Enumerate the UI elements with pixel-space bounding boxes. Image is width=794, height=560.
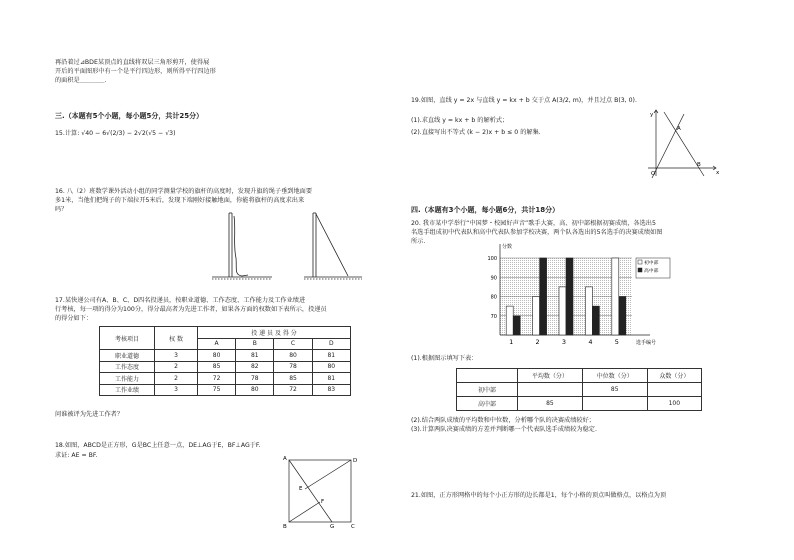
question-17-line-2: 行考核，每一项的得分为100分，得分最高者为先进工作者，如果各方面的权数如下表所示，投递员 — [55, 306, 327, 313]
score-cell: 82 — [236, 361, 274, 373]
row-weight: 3 — [155, 350, 198, 362]
bar-junior — [559, 287, 566, 335]
score-cell: 85 — [198, 361, 236, 373]
header-person: D — [312, 338, 350, 350]
score-cell: 72 — [274, 384, 312, 396]
y-tick-label: 80 — [490, 294, 497, 301]
intro-line-2: 开后的平面图形中有一个是平行四边形，则所得平行四边形 — [55, 68, 216, 75]
row-item: 职业道德 — [100, 350, 155, 362]
stats-header-mean: 平均数（分） — [518, 369, 583, 383]
label-f: F — [321, 499, 325, 505]
question-20-part-2: (2).结合两队成绩的平均数和中位数，分析哪个队的决赛成绩较好； — [411, 417, 595, 424]
row-item: 工作业绩 — [100, 384, 155, 396]
x-tick-label: 3 — [561, 338, 567, 346]
table-row — [100, 373, 351, 385]
question-18-line-2: 求证: AE = BF. — [55, 452, 98, 459]
stats-row-label: 高中部 — [457, 397, 518, 411]
score-cell: 80 — [198, 350, 236, 362]
segment-bf — [289, 502, 320, 522]
bar-senior — [566, 258, 573, 335]
question-16-line-3: 吗？ — [55, 206, 68, 213]
question-15: 15.计算: √40 − 6√(2/3) − 2√2(√5 − √3) — [55, 130, 176, 137]
bar-junior — [612, 258, 619, 335]
bar-senior — [619, 297, 626, 336]
question-20-line-3: 所示. — [411, 238, 426, 245]
label-g: G — [330, 524, 335, 530]
bar-senior — [513, 316, 520, 335]
question-19-part-2: (2).直接写出不等式 (k − 2)x + b ≤ 0 的解集. — [411, 129, 541, 136]
stats-row-label: 初中部 — [457, 383, 518, 397]
table-row — [100, 361, 351, 373]
segment-ag — [289, 460, 332, 522]
label-x: x — [716, 170, 720, 176]
score-cell: 72 — [198, 373, 236, 385]
section-3-title: 三.（本题有5个小题，每小题5分，共计25分） — [55, 112, 204, 120]
legend-label: 高中部 — [644, 269, 659, 274]
section-4-title: 四.（本题有3个小题，每小题6分，共计18分） — [411, 206, 560, 214]
stats-header-blank — [457, 369, 518, 383]
header-person: A — [198, 338, 236, 350]
label-b: B — [283, 524, 287, 530]
question-20-line-2: 名选手组成初中代表队和高中代表队参加学校决赛，两个队各选出的5名选手的决赛成绩如图 — [411, 229, 663, 236]
label-e: E — [299, 486, 303, 492]
label-point-b: B — [697, 162, 701, 168]
question-19: 19.如图，直线 y = 2x 与直线 y = kx + b 交于点 A(3/2, m)，并且过点 B(3, 0). — [411, 97, 637, 104]
score-cell: 81 — [236, 350, 274, 362]
score-cell: 85 — [274, 373, 312, 385]
table-row — [457, 397, 702, 411]
bar-junior — [585, 287, 592, 335]
bar-senior — [592, 306, 599, 335]
flagpole-figure-left — [212, 213, 272, 279]
header-weight: 权 数 — [155, 327, 198, 350]
intro-line-1: 再沿着过⊿BDE某顶点的直线将双层三角形剪开，使得展 — [55, 59, 210, 66]
header-item: 考核项目 — [100, 327, 155, 350]
question-20-line-1: 20. 我市某中学举行“中国梦・校园好声音”歌手大赛，高、初中部根据初赛成绩，各选出5 — [411, 220, 656, 227]
question-21: 21.如图，正方形网格中的每个小正方形的边长都是1，每个小格的顶点叫做格点，以格点为顶 — [411, 492, 667, 499]
x-axis-title: 选手编号 — [636, 340, 657, 346]
square-figure — [282, 456, 362, 530]
bar-chart — [476, 240, 686, 352]
flagpole-figures — [212, 210, 372, 282]
label-point-a: A — [677, 126, 681, 132]
header-group: 投 递 员 及 得 分 — [198, 327, 351, 339]
label-y: y — [650, 112, 654, 118]
row-item: 工作态度 — [100, 361, 155, 373]
question-20-part-3: (3).计算两队决赛成绩的方差并判断哪一个代表队选手成绩较为稳定. — [411, 426, 597, 433]
y-tick-label: 100 — [487, 256, 497, 262]
stats-cell: 85 — [518, 397, 583, 411]
row-weight: 2 — [155, 361, 198, 373]
coordinate-graph — [644, 108, 724, 180]
rope-hanging — [234, 216, 248, 276]
question-17-line-3: 的得分如下： — [55, 315, 93, 322]
flagpole-figure-right — [304, 213, 362, 279]
label-origin: O — [651, 171, 656, 177]
score-cell: 81 — [312, 350, 350, 362]
bar-senior — [540, 258, 547, 335]
question-20-part-1: (1).根据图示填写下表： — [411, 355, 478, 362]
label-d: D — [353, 458, 358, 464]
question-18-line-1: 18.如图，ABCD是正方形，G是BC上任意一点，DE⊥AG于E，BF⊥AG于F. — [55, 442, 261, 449]
legend-swatch — [638, 268, 642, 272]
score-cell: 78 — [236, 373, 274, 385]
x-tick-label: 5 — [614, 338, 619, 346]
label-a: A — [283, 456, 287, 462]
bar-junior — [533, 297, 540, 336]
y-axis-title: 分数 — [502, 244, 513, 250]
stats-cell: 100 — [647, 397, 701, 411]
score-cell: 80 — [312, 361, 350, 373]
segment-de — [305, 460, 351, 489]
stats-header-mode: 众数（分） — [647, 369, 701, 383]
header-person: B — [236, 338, 274, 350]
bar-junior — [506, 306, 513, 335]
question-17-line-1: 17.某快递公司有A、B、C、D四名投递员，按职业道德、工作态度、工作能力及工作业绩进 — [55, 297, 306, 304]
y-tick-label: 70 — [490, 313, 497, 320]
score-cell: 75 — [198, 384, 236, 396]
score-cell: 83 — [312, 384, 350, 396]
score-table — [99, 326, 351, 396]
score-cell: 78 — [274, 361, 312, 373]
stats-cell: 85 — [582, 383, 647, 397]
stats-header-median: 中位数（分） — [582, 369, 647, 383]
question-17-ask: 问谁被评为先进工作者？ — [55, 411, 124, 418]
legend-swatch — [638, 260, 642, 264]
label-c: C — [351, 524, 355, 530]
header-person: C — [274, 338, 312, 350]
score-cell: 80 — [236, 384, 274, 396]
table-row — [457, 383, 702, 397]
x-tick-label: 1 — [509, 338, 514, 346]
stats-cell — [518, 383, 583, 397]
score-cell: 81 — [312, 373, 350, 385]
stats-table — [456, 368, 702, 411]
x-tick-label: 4 — [588, 338, 593, 346]
row-weight: 2 — [155, 373, 198, 385]
intro-line-3: 的面积是＿＿＿＿． — [55, 77, 111, 84]
table-row — [100, 350, 351, 362]
rope-stretched — [316, 214, 348, 276]
row-weight: 3 — [155, 384, 198, 396]
table-row — [100, 384, 351, 396]
line-y-2x — [652, 114, 684, 178]
score-cell: 80 — [274, 350, 312, 362]
y-tick-label: 90 — [490, 275, 497, 282]
x-tick-label: 2 — [535, 338, 540, 346]
stats-cell — [647, 383, 701, 397]
question-16-line-2: 多1米，当他们把绳子的下端拉开5米后，发现下端刚好接触地面，你能将旗杆的高度求出来 — [55, 197, 305, 204]
question-19-part-1: (1).求直线 y = kx + b 的解析式； — [411, 117, 509, 124]
question-16-line-1: 16. 八（2）班数学课外活动小组的同学测量学校的旗杆的高度时，发现升旗的绳子垂到地面要 — [55, 188, 313, 195]
stats-cell — [582, 397, 647, 411]
legend-label: 初中部 — [644, 261, 659, 266]
row-item: 工作能力 — [100, 373, 155, 385]
